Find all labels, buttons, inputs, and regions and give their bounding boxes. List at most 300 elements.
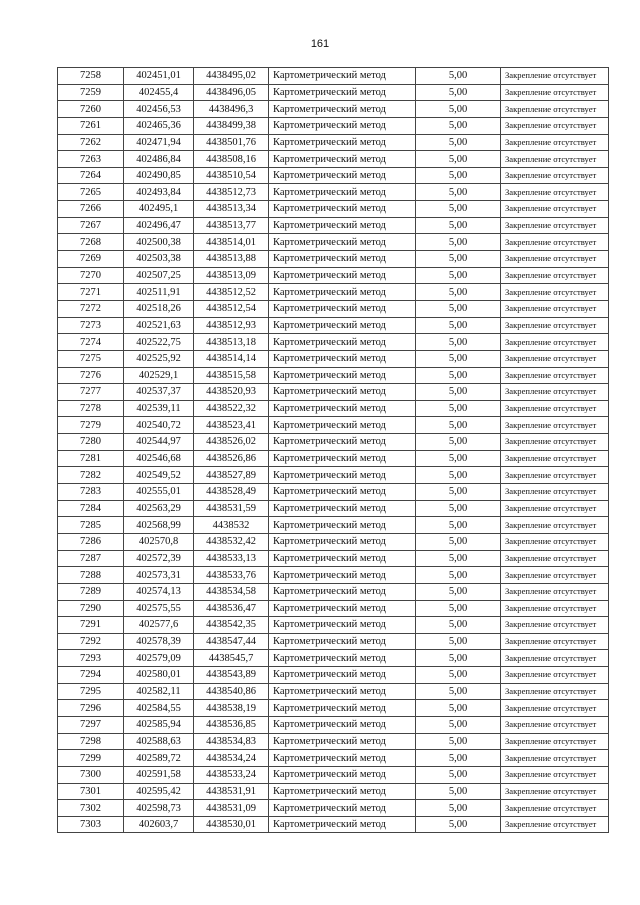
point-number-cell: 7280 bbox=[58, 434, 124, 451]
x-coordinate-cell: 402544,97 bbox=[124, 434, 194, 451]
accuracy-cell: 5,00 bbox=[416, 400, 501, 417]
method-cell: Картометрический метод bbox=[269, 84, 416, 101]
point-number-cell: 7277 bbox=[58, 384, 124, 401]
fixing-description-cell: Закрепление отсутствует bbox=[501, 251, 609, 268]
fixing-description-cell: Закрепление отсутствует bbox=[501, 184, 609, 201]
point-number-cell: 7263 bbox=[58, 151, 124, 168]
y-coordinate-cell: 4438499,38 bbox=[194, 117, 269, 134]
method-cell: Картометрический метод bbox=[269, 766, 416, 783]
accuracy-cell: 5,00 bbox=[416, 317, 501, 334]
point-number-cell: 7281 bbox=[58, 450, 124, 467]
point-number-cell: 7276 bbox=[58, 367, 124, 384]
y-coordinate-cell: 4438501,76 bbox=[194, 134, 269, 151]
accuracy-cell: 5,00 bbox=[416, 500, 501, 517]
point-number-cell: 7266 bbox=[58, 201, 124, 218]
method-cell: Картометрический метод bbox=[269, 633, 416, 650]
method-cell: Картометрический метод bbox=[269, 400, 416, 417]
x-coordinate-cell: 402563,29 bbox=[124, 500, 194, 517]
accuracy-cell: 5,00 bbox=[416, 716, 501, 733]
table-row bbox=[58, 816, 609, 833]
table-row bbox=[58, 766, 609, 783]
fixing-description-cell: Закрепление отсутствует bbox=[501, 434, 609, 451]
point-number-cell: 7265 bbox=[58, 184, 124, 201]
point-number-cell: 7275 bbox=[58, 350, 124, 367]
table-row bbox=[58, 350, 609, 367]
accuracy-cell: 5,00 bbox=[416, 234, 501, 251]
y-coordinate-cell: 4438533,76 bbox=[194, 567, 269, 584]
method-cell: Картометрический метод bbox=[269, 68, 416, 85]
method-cell: Картометрический метод bbox=[269, 184, 416, 201]
point-number-cell: 7302 bbox=[58, 800, 124, 817]
point-number-cell: 7262 bbox=[58, 134, 124, 151]
x-coordinate-cell: 402471,94 bbox=[124, 134, 194, 151]
y-coordinate-cell: 4438496,05 bbox=[194, 84, 269, 101]
method-cell: Картометрический метод bbox=[269, 234, 416, 251]
accuracy-cell: 5,00 bbox=[416, 367, 501, 384]
x-coordinate-cell: 402574,13 bbox=[124, 583, 194, 600]
point-number-cell: 7267 bbox=[58, 217, 124, 234]
point-number-cell: 7289 bbox=[58, 583, 124, 600]
fixing-description-cell: Закрепление отсутствует bbox=[501, 284, 609, 301]
y-coordinate-cell: 4438496,3 bbox=[194, 101, 269, 118]
x-coordinate-cell: 402540,72 bbox=[124, 417, 194, 434]
y-coordinate-cell: 4438522,32 bbox=[194, 400, 269, 417]
x-coordinate-cell: 402591,58 bbox=[124, 766, 194, 783]
table-row bbox=[58, 184, 609, 201]
y-coordinate-cell: 4438531,59 bbox=[194, 500, 269, 517]
point-number-cell: 7270 bbox=[58, 267, 124, 284]
accuracy-cell: 5,00 bbox=[416, 417, 501, 434]
fixing-description-cell: Закрепление отсутствует bbox=[501, 484, 609, 501]
point-number-cell: 7291 bbox=[58, 617, 124, 634]
fixing-description-cell: Закрепление отсутствует bbox=[501, 633, 609, 650]
y-coordinate-cell: 4438545,7 bbox=[194, 650, 269, 667]
fixing-description-cell: Закрепление отсутствует bbox=[501, 134, 609, 151]
fixing-description-cell: Закрепление отсутствует bbox=[501, 151, 609, 168]
x-coordinate-cell: 402555,01 bbox=[124, 484, 194, 501]
point-number-cell: 7271 bbox=[58, 284, 124, 301]
y-coordinate-cell: 4438543,89 bbox=[194, 667, 269, 684]
x-coordinate-cell: 402500,38 bbox=[124, 234, 194, 251]
point-number-cell: 7268 bbox=[58, 234, 124, 251]
accuracy-cell: 5,00 bbox=[416, 184, 501, 201]
table-row bbox=[58, 600, 609, 617]
x-coordinate-cell: 402518,26 bbox=[124, 300, 194, 317]
method-cell: Картометрический метод bbox=[269, 101, 416, 118]
y-coordinate-cell: 4438538,19 bbox=[194, 700, 269, 717]
accuracy-cell: 5,00 bbox=[416, 816, 501, 833]
fixing-description-cell: Закрепление отсутствует bbox=[501, 766, 609, 783]
fixing-description-cell: Закрепление отсутствует bbox=[501, 800, 609, 817]
point-number-cell: 7284 bbox=[58, 500, 124, 517]
x-coordinate-cell: 402578,39 bbox=[124, 633, 194, 650]
y-coordinate-cell: 4438534,83 bbox=[194, 733, 269, 750]
table-row bbox=[58, 217, 609, 234]
method-cell: Картометрический метод bbox=[269, 450, 416, 467]
accuracy-cell: 5,00 bbox=[416, 650, 501, 667]
accuracy-cell: 5,00 bbox=[416, 334, 501, 351]
method-cell: Картометрический метод bbox=[269, 350, 416, 367]
fixing-description-cell: Закрепление отсутствует bbox=[501, 600, 609, 617]
table-row bbox=[58, 533, 609, 550]
method-cell: Картометрический метод bbox=[269, 267, 416, 284]
fixing-description-cell: Закрепление отсутствует bbox=[501, 700, 609, 717]
point-number-cell: 7278 bbox=[58, 400, 124, 417]
x-coordinate-cell: 402573,31 bbox=[124, 567, 194, 584]
accuracy-cell: 5,00 bbox=[416, 384, 501, 401]
method-cell: Картометрический метод bbox=[269, 151, 416, 168]
x-coordinate-cell: 402493,84 bbox=[124, 184, 194, 201]
table-row bbox=[58, 151, 609, 168]
table-row bbox=[58, 517, 609, 534]
fixing-description-cell: Закрепление отсутствует bbox=[501, 384, 609, 401]
table-row bbox=[58, 367, 609, 384]
y-coordinate-cell: 4438513,34 bbox=[194, 201, 269, 218]
table-row bbox=[58, 733, 609, 750]
x-coordinate-cell: 402507,25 bbox=[124, 267, 194, 284]
table-row bbox=[58, 334, 609, 351]
method-cell: Картометрический метод bbox=[269, 201, 416, 218]
point-number-cell: 7303 bbox=[58, 816, 124, 833]
accuracy-cell: 5,00 bbox=[416, 217, 501, 234]
point-number-cell: 7261 bbox=[58, 117, 124, 134]
y-coordinate-cell: 4438532,42 bbox=[194, 533, 269, 550]
method-cell: Картометрический метод bbox=[269, 500, 416, 517]
table-row bbox=[58, 400, 609, 417]
method-cell: Картометрический метод bbox=[269, 783, 416, 800]
accuracy-cell: 5,00 bbox=[416, 484, 501, 501]
fixing-description-cell: Закрепление отсутствует bbox=[501, 550, 609, 567]
fixing-description-cell: Закрепление отсутствует bbox=[501, 533, 609, 550]
point-number-cell: 7295 bbox=[58, 683, 124, 700]
table-row bbox=[58, 101, 609, 118]
accuracy-cell: 5,00 bbox=[416, 167, 501, 184]
x-coordinate-cell: 402521,63 bbox=[124, 317, 194, 334]
point-number-cell: 7298 bbox=[58, 733, 124, 750]
method-cell: Картометрический метод bbox=[269, 467, 416, 484]
method-cell: Картометрический метод bbox=[269, 733, 416, 750]
table-row bbox=[58, 550, 609, 567]
x-coordinate-cell: 402572,39 bbox=[124, 550, 194, 567]
x-coordinate-cell: 402580,01 bbox=[124, 667, 194, 684]
method-cell: Картометрический метод bbox=[269, 384, 416, 401]
point-number-cell: 7293 bbox=[58, 650, 124, 667]
point-number-cell: 7294 bbox=[58, 667, 124, 684]
accuracy-cell: 5,00 bbox=[416, 151, 501, 168]
fixing-description-cell: Закрепление отсутствует bbox=[501, 201, 609, 218]
method-cell: Картометрический метод bbox=[269, 517, 416, 534]
fixing-description-cell: Закрепление отсутствует bbox=[501, 267, 609, 284]
accuracy-cell: 5,00 bbox=[416, 251, 501, 268]
y-coordinate-cell: 4438527,89 bbox=[194, 467, 269, 484]
accuracy-cell: 5,00 bbox=[416, 434, 501, 451]
table-row bbox=[58, 683, 609, 700]
fixing-description-cell: Закрепление отсутствует bbox=[501, 816, 609, 833]
x-coordinate-cell: 402570,8 bbox=[124, 533, 194, 550]
accuracy-cell: 5,00 bbox=[416, 617, 501, 634]
point-number-cell: 7264 bbox=[58, 167, 124, 184]
method-cell: Картометрический метод bbox=[269, 567, 416, 584]
point-number-cell: 7286 bbox=[58, 533, 124, 550]
table-row bbox=[58, 716, 609, 733]
fixing-description-cell: Закрепление отсутствует bbox=[501, 667, 609, 684]
y-coordinate-cell: 4438508,16 bbox=[194, 151, 269, 168]
table-row bbox=[58, 700, 609, 717]
table-row bbox=[58, 134, 609, 151]
y-coordinate-cell: 4438515,58 bbox=[194, 367, 269, 384]
x-coordinate-cell: 402575,55 bbox=[124, 600, 194, 617]
fixing-description-cell: Закрепление отсутствует bbox=[501, 84, 609, 101]
y-coordinate-cell: 4438547,44 bbox=[194, 633, 269, 650]
fixing-description-cell: Закрепление отсутствует bbox=[501, 101, 609, 118]
point-number-cell: 7292 bbox=[58, 633, 124, 650]
accuracy-cell: 5,00 bbox=[416, 583, 501, 600]
table-row bbox=[58, 84, 609, 101]
fixing-description-cell: Закрепление отсутствует bbox=[501, 334, 609, 351]
table-row bbox=[58, 117, 609, 134]
y-coordinate-cell: 4438510,54 bbox=[194, 167, 269, 184]
accuracy-cell: 5,00 bbox=[416, 284, 501, 301]
table-row bbox=[58, 417, 609, 434]
point-number-cell: 7283 bbox=[58, 484, 124, 501]
point-number-cell: 7272 bbox=[58, 300, 124, 317]
fixing-description-cell: Закрепление отсутствует bbox=[501, 617, 609, 634]
table-row bbox=[58, 267, 609, 284]
y-coordinate-cell: 4438512,52 bbox=[194, 284, 269, 301]
y-coordinate-cell: 4438513,88 bbox=[194, 251, 269, 268]
method-cell: Картометрический метод bbox=[269, 367, 416, 384]
method-cell: Картометрический метод bbox=[269, 167, 416, 184]
x-coordinate-cell: 402537,37 bbox=[124, 384, 194, 401]
point-number-cell: 7297 bbox=[58, 716, 124, 733]
table-row bbox=[58, 650, 609, 667]
y-coordinate-cell: 4438513,09 bbox=[194, 267, 269, 284]
accuracy-cell: 5,00 bbox=[416, 517, 501, 534]
accuracy-cell: 5,00 bbox=[416, 733, 501, 750]
point-number-cell: 7282 bbox=[58, 467, 124, 484]
y-coordinate-cell: 4438495,02 bbox=[194, 68, 269, 85]
y-coordinate-cell: 4438533,24 bbox=[194, 766, 269, 783]
method-cell: Картометрический метод bbox=[269, 533, 416, 550]
point-number-cell: 7288 bbox=[58, 567, 124, 584]
accuracy-cell: 5,00 bbox=[416, 700, 501, 717]
point-number-cell: 7269 bbox=[58, 251, 124, 268]
method-cell: Картометрический метод bbox=[269, 284, 416, 301]
y-coordinate-cell: 4438526,02 bbox=[194, 434, 269, 451]
fixing-description-cell: Закрепление отсутствует bbox=[501, 68, 609, 85]
x-coordinate-cell: 402582,11 bbox=[124, 683, 194, 700]
method-cell: Картометрический метод bbox=[269, 117, 416, 134]
y-coordinate-cell: 4438534,58 bbox=[194, 583, 269, 600]
y-coordinate-cell: 4438528,49 bbox=[194, 484, 269, 501]
fixing-description-cell: Закрепление отсутствует bbox=[501, 567, 609, 584]
method-cell: Картометрический метод bbox=[269, 134, 416, 151]
page-number: 161 bbox=[310, 38, 330, 50]
accuracy-cell: 5,00 bbox=[416, 667, 501, 684]
x-coordinate-cell: 402486,84 bbox=[124, 151, 194, 168]
x-coordinate-cell: 402496,47 bbox=[124, 217, 194, 234]
y-coordinate-cell: 4438530,01 bbox=[194, 816, 269, 833]
x-coordinate-cell: 402525,92 bbox=[124, 350, 194, 367]
x-coordinate-cell: 402584,55 bbox=[124, 700, 194, 717]
fixing-description-cell: Закрепление отсутствует bbox=[501, 783, 609, 800]
fixing-description-cell: Закрепление отсутствует bbox=[501, 367, 609, 384]
accuracy-cell: 5,00 bbox=[416, 633, 501, 650]
point-number-cell: 7259 bbox=[58, 84, 124, 101]
fixing-description-cell: Закрепление отсутствует bbox=[501, 117, 609, 134]
point-number-cell: 7287 bbox=[58, 550, 124, 567]
fixing-description-cell: Закрепление отсутствует bbox=[501, 167, 609, 184]
method-cell: Картометрический метод bbox=[269, 683, 416, 700]
x-coordinate-cell: 402529,1 bbox=[124, 367, 194, 384]
accuracy-cell: 5,00 bbox=[416, 134, 501, 151]
table-row bbox=[58, 251, 609, 268]
table-row bbox=[58, 300, 609, 317]
method-cell: Картометрический метод bbox=[269, 716, 416, 733]
method-cell: Картометрический метод bbox=[269, 417, 416, 434]
y-coordinate-cell: 4438523,41 bbox=[194, 417, 269, 434]
accuracy-cell: 5,00 bbox=[416, 201, 501, 218]
coordinates-table bbox=[57, 67, 609, 833]
y-coordinate-cell: 4438533,13 bbox=[194, 550, 269, 567]
x-coordinate-cell: 402585,94 bbox=[124, 716, 194, 733]
table-row bbox=[58, 583, 609, 600]
fixing-description-cell: Закрепление отсутствует bbox=[501, 400, 609, 417]
y-coordinate-cell: 4438512,93 bbox=[194, 317, 269, 334]
table-row bbox=[58, 800, 609, 817]
accuracy-cell: 5,00 bbox=[416, 567, 501, 584]
y-coordinate-cell: 4438532 bbox=[194, 517, 269, 534]
x-coordinate-cell: 402451,01 bbox=[124, 68, 194, 85]
method-cell: Картометрический метод bbox=[269, 251, 416, 268]
fixing-description-cell: Закрепление отсутствует bbox=[501, 300, 609, 317]
x-coordinate-cell: 402589,72 bbox=[124, 750, 194, 767]
x-coordinate-cell: 402603,7 bbox=[124, 816, 194, 833]
accuracy-cell: 5,00 bbox=[416, 350, 501, 367]
x-coordinate-cell: 402455,4 bbox=[124, 84, 194, 101]
y-coordinate-cell: 4438536,47 bbox=[194, 600, 269, 617]
point-number-cell: 7299 bbox=[58, 750, 124, 767]
method-cell: Картометрический метод bbox=[269, 667, 416, 684]
accuracy-cell: 5,00 bbox=[416, 783, 501, 800]
fixing-description-cell: Закрепление отсутствует bbox=[501, 217, 609, 234]
table-row bbox=[58, 68, 609, 85]
method-cell: Картометрический метод bbox=[269, 700, 416, 717]
x-coordinate-cell: 402511,91 bbox=[124, 284, 194, 301]
method-cell: Картометрический метод bbox=[269, 800, 416, 817]
fixing-description-cell: Закрепление отсутствует bbox=[501, 500, 609, 517]
fixing-description-cell: Закрепление отсутствует bbox=[501, 716, 609, 733]
table-row bbox=[58, 484, 609, 501]
x-coordinate-cell: 402549,52 bbox=[124, 467, 194, 484]
method-cell: Картометрический метод bbox=[269, 583, 416, 600]
accuracy-cell: 5,00 bbox=[416, 450, 501, 467]
y-coordinate-cell: 4438514,01 bbox=[194, 234, 269, 251]
fixing-description-cell: Закрепление отсутствует bbox=[501, 317, 609, 334]
fixing-description-cell: Закрепление отсутствует bbox=[501, 234, 609, 251]
x-coordinate-cell: 402503,38 bbox=[124, 251, 194, 268]
x-coordinate-cell: 402490,85 bbox=[124, 167, 194, 184]
fixing-description-cell: Закрепление отсутствует bbox=[501, 450, 609, 467]
table-row bbox=[58, 467, 609, 484]
y-coordinate-cell: 4438540,86 bbox=[194, 683, 269, 700]
point-number-cell: 7300 bbox=[58, 766, 124, 783]
accuracy-cell: 5,00 bbox=[416, 800, 501, 817]
x-coordinate-cell: 402522,75 bbox=[124, 334, 194, 351]
point-number-cell: 7290 bbox=[58, 600, 124, 617]
accuracy-cell: 5,00 bbox=[416, 683, 501, 700]
method-cell: Картометрический метод bbox=[269, 750, 416, 767]
table-row bbox=[58, 500, 609, 517]
fixing-description-cell: Закрепление отсутствует bbox=[501, 750, 609, 767]
accuracy-cell: 5,00 bbox=[416, 117, 501, 134]
table-row bbox=[58, 434, 609, 451]
accuracy-cell: 5,00 bbox=[416, 533, 501, 550]
y-coordinate-cell: 4438514,14 bbox=[194, 350, 269, 367]
x-coordinate-cell: 402568,99 bbox=[124, 517, 194, 534]
y-coordinate-cell: 4438526,86 bbox=[194, 450, 269, 467]
accuracy-cell: 5,00 bbox=[416, 84, 501, 101]
point-number-cell: 7258 bbox=[58, 68, 124, 85]
x-coordinate-cell: 402588,63 bbox=[124, 733, 194, 750]
y-coordinate-cell: 4438534,24 bbox=[194, 750, 269, 767]
fixing-description-cell: Закрепление отсутствует bbox=[501, 683, 609, 700]
table-row bbox=[58, 384, 609, 401]
accuracy-cell: 5,00 bbox=[416, 600, 501, 617]
method-cell: Картометрический метод bbox=[269, 217, 416, 234]
table-row bbox=[58, 667, 609, 684]
table-row bbox=[58, 167, 609, 184]
fixing-description-cell: Закрепление отсутствует bbox=[501, 650, 609, 667]
x-coordinate-cell: 402595,42 bbox=[124, 783, 194, 800]
x-coordinate-cell: 402539,11 bbox=[124, 400, 194, 417]
fixing-description-cell: Закрепление отсутствует bbox=[501, 583, 609, 600]
method-cell: Картометрический метод bbox=[269, 650, 416, 667]
table-row bbox=[58, 284, 609, 301]
point-number-cell: 7273 bbox=[58, 317, 124, 334]
method-cell: Картометрический метод bbox=[269, 600, 416, 617]
accuracy-cell: 5,00 bbox=[416, 550, 501, 567]
point-number-cell: 7301 bbox=[58, 783, 124, 800]
fixing-description-cell: Закрепление отсутствует bbox=[501, 417, 609, 434]
point-number-cell: 7296 bbox=[58, 700, 124, 717]
method-cell: Картометрический метод bbox=[269, 617, 416, 634]
y-coordinate-cell: 4438536,85 bbox=[194, 716, 269, 733]
table-row bbox=[58, 750, 609, 767]
table-row bbox=[58, 567, 609, 584]
fixing-description-cell: Закрепление отсутствует bbox=[501, 517, 609, 534]
accuracy-cell: 5,00 bbox=[416, 101, 501, 118]
method-cell: Картометрический метод bbox=[269, 550, 416, 567]
y-coordinate-cell: 4438513,18 bbox=[194, 334, 269, 351]
table-row bbox=[58, 201, 609, 218]
x-coordinate-cell: 402456,53 bbox=[124, 101, 194, 118]
y-coordinate-cell: 4438531,09 bbox=[194, 800, 269, 817]
method-cell: Картометрический метод bbox=[269, 484, 416, 501]
y-coordinate-cell: 4438512,54 bbox=[194, 300, 269, 317]
x-coordinate-cell: 402465,36 bbox=[124, 117, 194, 134]
accuracy-cell: 5,00 bbox=[416, 300, 501, 317]
accuracy-cell: 5,00 bbox=[416, 467, 501, 484]
x-coordinate-cell: 402577,6 bbox=[124, 617, 194, 634]
y-coordinate-cell: 4438513,77 bbox=[194, 217, 269, 234]
x-coordinate-cell: 402579,09 bbox=[124, 650, 194, 667]
point-number-cell: 7285 bbox=[58, 517, 124, 534]
y-coordinate-cell: 4438531,91 bbox=[194, 783, 269, 800]
accuracy-cell: 5,00 bbox=[416, 766, 501, 783]
method-cell: Картометрический метод bbox=[269, 300, 416, 317]
table-row bbox=[58, 617, 609, 634]
